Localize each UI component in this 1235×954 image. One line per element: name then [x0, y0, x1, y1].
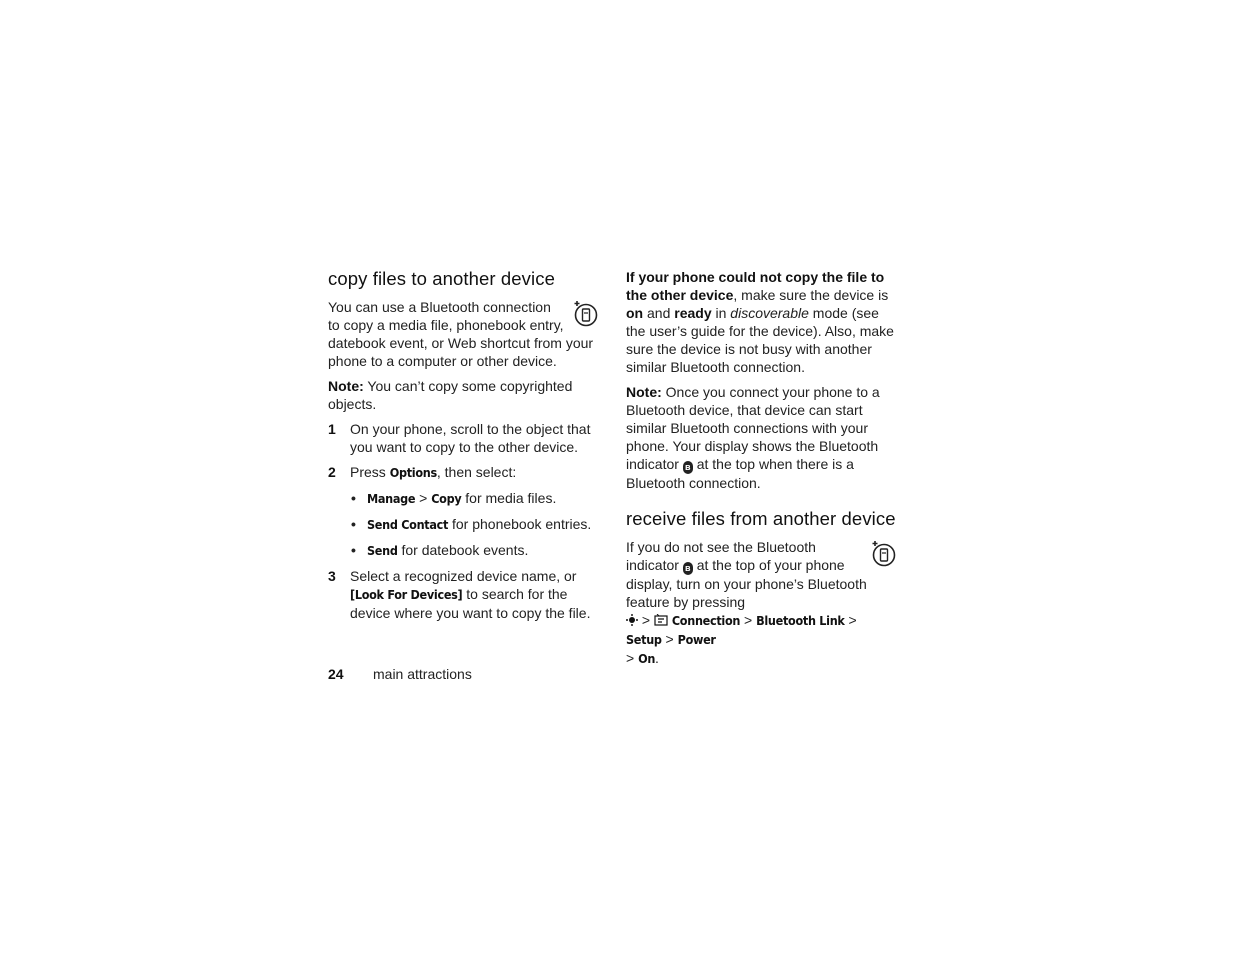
text: , make sure the device is — [733, 287, 889, 303]
emphasis-discoverable: discoverable — [730, 305, 809, 321]
menu-key-connection: Connection — [671, 613, 741, 628]
bullet-text: for media files. — [461, 490, 557, 506]
feature-availability-icon — [572, 300, 598, 328]
bullet-icon: • — [351, 516, 356, 532]
footer-section-name: main attractions — [373, 666, 472, 682]
bullet-text: for datebook events. — [397, 542, 529, 558]
menu-key-setup: Setup — [626, 632, 662, 647]
menu-key-send-contact: Send Contact — [367, 517, 449, 532]
menu-key-look-for-devices: [Look For Devices] — [350, 587, 463, 602]
receive-paragraph — [626, 538, 896, 668]
step-number: 1 — [328, 421, 336, 437]
intro-paragraph: You can use a Bluetooth connection to copy a media file, phonebook entry, datebook event, or Web shortcut from your phone to a computer or other device. — [328, 299, 594, 369]
section-title-receive-files: receive files from another device — [626, 508, 896, 529]
menu-separator: > — [844, 612, 857, 628]
step-number: 2 — [328, 464, 336, 480]
text: If you do not see the Bluetooth indicator — [626, 539, 816, 573]
menu-key-manage: Manage — [367, 491, 416, 506]
step-text: Select a recognized device name, or — [350, 568, 577, 584]
step-2 — [328, 463, 598, 482]
menu-key-copy: Copy — [431, 491, 462, 506]
bullet-item — [328, 515, 598, 534]
troubleshoot-heading: If your phone could not copy the file to the other device — [626, 269, 885, 303]
text: Once you connect your phone to a Bluetooth device, that device can start similar Bluetooth connections with your phone. Your display shows the Bluetooth indicator — [626, 384, 880, 472]
menu-separator: > — [661, 631, 678, 647]
bullet-item — [328, 489, 598, 508]
bullet-text: for phonebook entries. — [448, 516, 592, 532]
text: . — [655, 650, 659, 666]
text: at the top of your phone display, turn on your phone’s Bluetooth feature by pressing — [626, 557, 867, 610]
section-title-copy-files: copy files to another device — [328, 268, 555, 289]
navigation-key-icon — [626, 614, 638, 626]
note-text: You can’t copy some copyrighted objects. — [328, 378, 573, 412]
text: at the top when there is a Bluetooth connection. — [626, 456, 854, 491]
step-text: Press — [350, 464, 390, 480]
note-paragraph — [626, 383, 896, 492]
step-3 — [328, 567, 598, 622]
menu-separator: > — [626, 650, 639, 666]
bullet-icon: • — [351, 490, 356, 506]
troubleshoot-paragraph — [626, 268, 896, 376]
note-label: Note: — [626, 384, 662, 400]
bluetooth-indicator-icon: ʙ — [683, 461, 693, 474]
page-footer — [328, 665, 628, 683]
text: in — [711, 305, 731, 321]
left-column — [328, 268, 598, 629]
menu-key-send: Send — [367, 543, 398, 558]
connection-menu-icon — [654, 614, 668, 626]
bluetooth-indicator-icon: ʙ — [683, 562, 693, 575]
menu-key-power: Power — [677, 632, 716, 647]
step-text: , then select: — [436, 464, 517, 480]
text: mode (see the user’s guide for the device). Also, make sure the device is not busy with another similar Bluetooth connection. — [626, 305, 894, 375]
step-text: On your phone, scroll to the object that you want to copy to the other device. — [350, 421, 591, 455]
menu-separator: > — [415, 490, 432, 506]
menu-separator: > — [638, 612, 654, 628]
feature-availability-icon — [870, 540, 896, 568]
page-number: 24 — [328, 666, 344, 682]
step-text: to search for the device where you want to copy the file. — [350, 586, 591, 621]
note-paragraph — [328, 377, 598, 413]
menu-key-on: On — [638, 651, 656, 666]
text: and — [643, 305, 675, 321]
emphasis-ready: ready — [674, 305, 712, 321]
emphasis-on: on — [626, 305, 644, 321]
menu-separator: > — [740, 612, 757, 628]
step-1 — [328, 420, 598, 456]
bullet-icon: • — [351, 542, 356, 558]
right-column — [626, 268, 896, 675]
step-number: 3 — [328, 568, 336, 584]
menu-key-bluetooth-link: Bluetooth Link — [756, 613, 845, 628]
bullet-item — [328, 541, 598, 560]
note-label: Note: — [328, 378, 364, 394]
menu-key-options: Options — [389, 465, 437, 480]
